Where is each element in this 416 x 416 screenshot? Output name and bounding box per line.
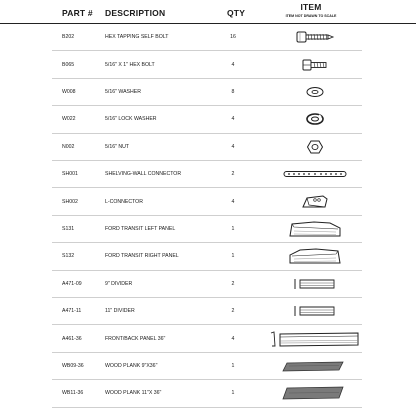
right-panel-icon (267, 243, 362, 269)
part-number: SH001 (62, 171, 78, 178)
part-description: FORD TRANSIT LEFT PANEL (105, 225, 176, 232)
table-row (52, 380, 362, 407)
part-number: W022 (62, 116, 76, 123)
part-description: HEX TAPPING SELF BOLT (105, 34, 169, 41)
table-row (52, 298, 362, 325)
part-description: SHELVING-WALL CONNECTOR (105, 171, 182, 178)
part-qty: 1 (231, 390, 235, 397)
wood-plank-11-icon (267, 380, 362, 406)
table-row (52, 353, 362, 380)
part-number: S131 (62, 225, 75, 232)
part-description: WOOD PLANK 11"X 36" (105, 390, 162, 397)
part-number: A461-36 (62, 335, 82, 342)
table-row (52, 51, 362, 78)
part-number: SH002 (62, 198, 78, 205)
table-row (52, 271, 362, 298)
part-number: WB11-36 (62, 390, 84, 397)
part-description: 11" DIVIDER (105, 308, 135, 315)
left-panel-icon (267, 216, 362, 242)
part-number: N002 (62, 143, 75, 150)
part-number: B202 (62, 34, 75, 41)
column-header-qty: QTY (227, 8, 246, 18)
part-description: 5/16" X 1" HEX BOLT (105, 61, 155, 68)
part-description: 5/16" NUT (105, 143, 130, 150)
table-row (52, 161, 362, 188)
part-number: W008 (62, 88, 76, 95)
column-header-description: DESCRIPTION (105, 8, 166, 18)
part-number: B065 (62, 61, 75, 68)
table-row (52, 24, 362, 51)
part-number: A471-09 (62, 280, 82, 287)
hex-bolt-icon (267, 51, 362, 77)
part-qty: 4 (231, 116, 235, 123)
item-header-label: ITEM (300, 2, 322, 12)
table-row (52, 325, 362, 352)
self-tapping-bolt-icon (267, 24, 362, 50)
divider-9-icon (267, 271, 362, 297)
part-description: FRONT/BACK PANEL 36" (105, 335, 166, 342)
table-row (52, 134, 362, 161)
part-description: FORD TRANSIT RIGHT PANEL (105, 253, 179, 260)
part-qty: 2 (231, 308, 235, 315)
divider-11-icon (267, 298, 362, 324)
column-header-item (270, 3, 352, 21)
lock-washer-icon (267, 106, 362, 132)
part-number: A471-11 (62, 308, 82, 315)
column-header-part: PART # (62, 8, 93, 18)
part-number: S132 (62, 253, 75, 260)
part-qty: 1 (231, 253, 235, 260)
item-scale-note: ITEM NOT DRAWN TO SCALE (285, 14, 337, 18)
part-qty: 8 (231, 88, 235, 95)
table-row (52, 79, 362, 106)
part-qty: 4 (231, 335, 235, 342)
table-row (52, 243, 362, 270)
table-row (52, 216, 362, 243)
l-connector-icon (267, 188, 362, 214)
wall-connector-icon (267, 161, 362, 187)
hex-nut-icon (267, 134, 362, 160)
part-description: L-CONNECTOR (105, 198, 143, 205)
part-description: 5/16" LOCK WASHER (105, 116, 157, 123)
part-qty: 4 (231, 61, 235, 68)
part-qty: 1 (231, 362, 235, 369)
part-qty: 16 (230, 34, 236, 41)
wood-plank-9-icon (267, 353, 362, 379)
table-row (52, 106, 362, 133)
parts-table-header (0, 0, 416, 24)
part-qty: 2 (231, 280, 235, 287)
part-description: 9" DIVIDER (105, 280, 133, 287)
front-back-panel-icon (267, 325, 362, 351)
washer-icon (267, 79, 362, 105)
part-qty: 2 (231, 171, 235, 178)
part-description: WOOD PLANK 9"X36" (105, 362, 158, 369)
part-qty: 4 (231, 198, 235, 205)
part-number: WB09-36 (62, 362, 84, 369)
table-row (52, 188, 362, 215)
part-description: 5/16" WASHER (105, 88, 141, 95)
part-qty: 4 (231, 143, 235, 150)
part-qty: 1 (231, 225, 235, 232)
